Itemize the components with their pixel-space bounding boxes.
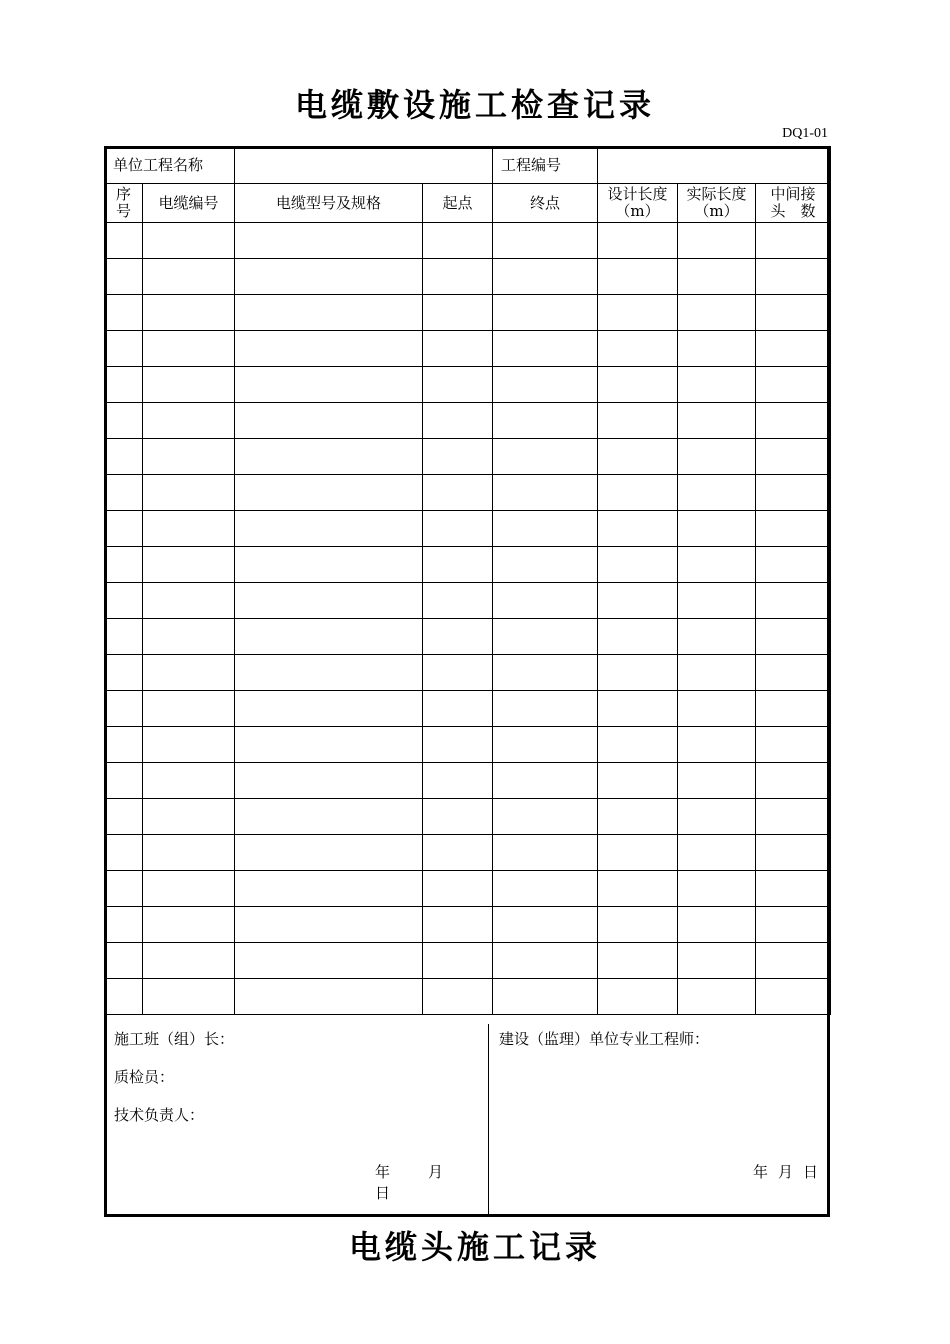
next-form-title: 电缆头施工记录 [348,1228,601,1266]
col-joints-line2: 头 数 [770,202,816,220]
date-year: 年 [753,1163,769,1181]
project-name-label: 单位工程名称 [105,147,235,184]
col-start: 起点 [423,184,493,223]
col-seq-line1: 序 [115,185,131,203]
col-design-length-line2: （m） [615,202,660,220]
col-actual-length-line2: （m） [694,202,739,220]
date-month: 月 [428,1163,444,1181]
col-actual-length-line1: 实际长度 [686,185,747,203]
form-title: 电缆敷设施工检查记录 [294,86,655,124]
supervisor-label: 建设（监理）单位专业工程师： [499,1030,710,1048]
form-border [104,146,830,1217]
col-end: 终点 [493,184,598,223]
col-design-length-line1: 设计长度 [607,185,668,203]
tech-lead-label: 技术负责人： [114,1106,205,1124]
date-day: 日 [375,1184,391,1202]
form-code: DQ1-01 [782,126,828,141]
col-seq-line2: 号 [115,202,131,220]
inspector-label: 质检员： [114,1068,175,1086]
team-leader-label: 施工班（组）长： [114,1030,235,1048]
col-joints-line1: 中间接 [770,185,816,203]
date-month: 月 [778,1163,794,1181]
date-year: 年 [375,1163,391,1181]
col-cable-model: 电缆型号及规格 [235,184,423,223]
date-day: 日 [803,1163,819,1181]
project-no-label: 工程编号 [493,147,598,184]
col-cable-no: 电缆编号 [143,184,235,223]
